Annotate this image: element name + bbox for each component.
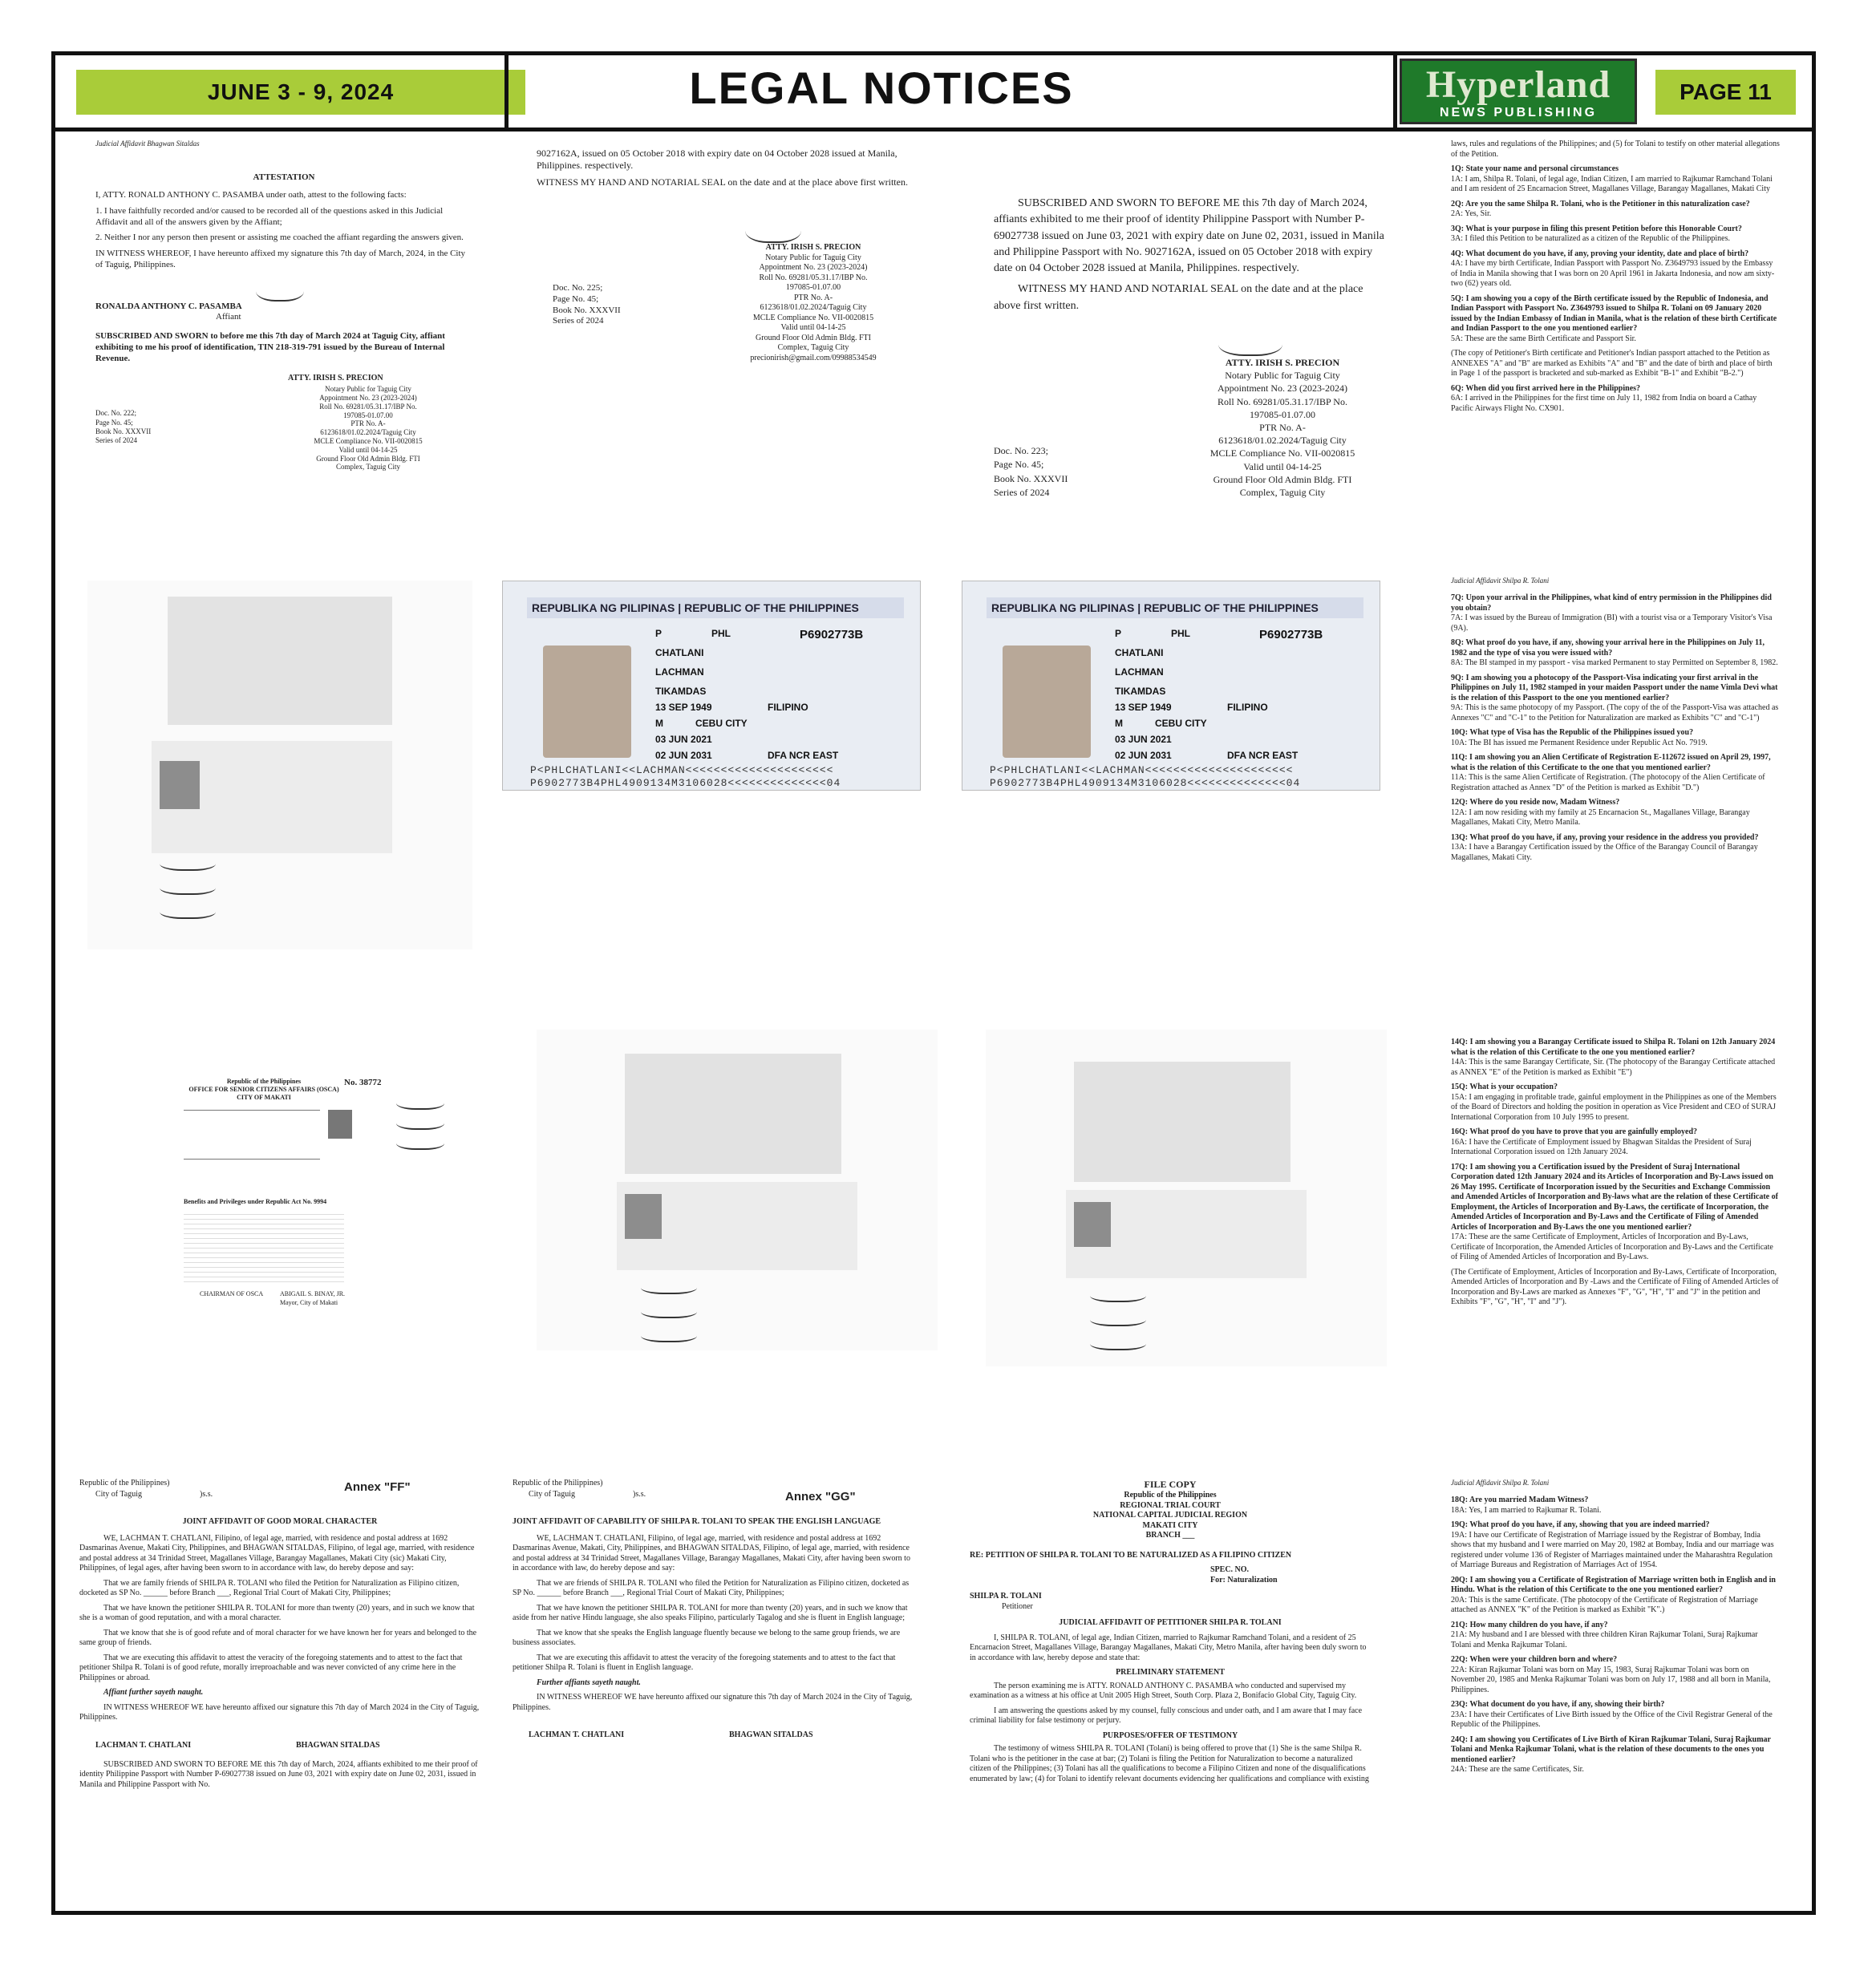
section-heading: PRELIMINARY STATEMENT bbox=[1116, 1668, 1225, 1677]
answer: 3A: I filed this Petition to be naturalized as a citizen of the Republic of the Philippines. bbox=[1451, 234, 1730, 243]
doc-line: Series of 2024 bbox=[553, 316, 604, 326]
answer: 20A: This is the same Certificate. (The photocopy of the Certificate of Registration of Marriage attached as ANNEX "K" of the Petition is marked as Exhibit "K".) bbox=[1451, 1595, 1758, 1615]
passport-mrz-line-2: P6902773B4PHL4909134M3106028<<<<<<<<<<<<<<04 bbox=[530, 777, 841, 789]
signatory-name: RONALDA ANTHONY C. PASAMBA bbox=[95, 301, 242, 311]
signature bbox=[745, 212, 801, 243]
annex-label: Annex "GG" bbox=[785, 1490, 856, 1504]
doc-line: Series of 2024 bbox=[994, 487, 1050, 499]
notary-line: 6123618/01.02.2024/Taguig City bbox=[1218, 435, 1347, 447]
signature bbox=[160, 853, 216, 871]
venue-line: )s.s. bbox=[633, 1490, 646, 1499]
signature bbox=[1090, 1310, 1146, 1326]
id-footer: Mayor, City of Makati bbox=[280, 1299, 338, 1306]
question: 7Q: Upon your arrival in the Philippines, what kind of entry permission in the Philippines did you obtain? bbox=[1451, 593, 1772, 613]
question: 3Q: What is your purpose in filing this present Petition before this Honorable Court? bbox=[1451, 224, 1742, 233]
answer: 1A: I am, Shilpa R. Tolani, of legal age, Indian Citizen, I am married to Rajkumar Ramchand Tolani and I am resident of 25 Encarnacion Street, Magallanes Village, Barangay Magallanes, Makati City bbox=[1451, 174, 1773, 193]
passport-issued: 03 JUN 2021 bbox=[1115, 734, 1172, 745]
signature bbox=[1090, 1334, 1146, 1350]
question: 5Q: I am showing you a copy of the Birth certificate issued by the Republic of Indonesia, and Indian Passport with Passport No. Z3649793 issued to Shilpa R. Tolani on 09 January 2020 issued by the Indian Embassy of Indian in Manila, what is the relation of these birth Certificate and Indian Passport to the one you mentioned earlier? bbox=[1451, 293, 1777, 333]
court-line: BRANCH ___ bbox=[1145, 1531, 1195, 1540]
paragraph: I am answering the questions asked by my counsel, fully conscious and under oath, and I am aware that I may face criminal liability for false testimony or perjury. bbox=[970, 1706, 1363, 1725]
paragraph: Affiant further sayeth naught. bbox=[103, 1688, 204, 1697]
notary-details bbox=[1178, 356, 1387, 499]
passport-given-name: LACHMAN bbox=[655, 666, 704, 678]
running-head: Judicial Affidavit Shilpa R. Tolani bbox=[1451, 1479, 1550, 1487]
question: 24Q: I am showing you Certificates of Live Birth of Kiran Rajkumar Tolani, Suraj Rajkumar Tolani and Menka Rajkumar Tolani, what is the relation of these documents to the ones you mentioned earlier? bbox=[1451, 1734, 1771, 1764]
question: 6Q: When did you first arrived here in the Philippines? bbox=[1451, 383, 1641, 393]
answer: 11A: This is the same Alien Certificate of Registration. (The photocopy of the Alien Certificate of Registration attached as Annex "D" of the Petition is marked as Exhibit "D.") bbox=[1451, 773, 1765, 792]
notary-line: MCLE Compliance No. VII-0020815 bbox=[314, 437, 423, 446]
case-number: SPEC. NO. bbox=[1210, 1565, 1250, 1574]
notary-line: Valid until 04-14-25 bbox=[780, 323, 846, 332]
passport-sex: M bbox=[1115, 718, 1123, 729]
running-head: Judicial Affidavit Bhagwan Sitaldas bbox=[95, 140, 200, 148]
notary-line: PTR No. A- bbox=[350, 419, 386, 428]
paragraph: SUBSCRIBED AND SWORN TO BEFORE ME this 7th day of March, 2024, affiants exhibited to me their proof of identity Philippine Passport with Number P-69027738 issued on June 03, 2021 with expiry date on June 02, 2031, issued in Manila and Philippine Passport with No. bbox=[79, 1759, 478, 1789]
notary-line: Roll No. 69281/05.31.17/IBP No. bbox=[759, 273, 868, 282]
court-line: NATIONAL CAPITAL JUDICIAL REGION bbox=[1092, 1511, 1248, 1520]
passport-mrz-line-1: P<PHLCHATLANI<<LACHMAN<<<<<<<<<<<<<<<<<<<<< bbox=[990, 764, 1294, 776]
paragraph: That we are executing this affidavit to attest the veracity of the foregoing statements and to attest to the fact that petitioner Shilpa R. Tolani is of good refute, morally irreproachable and was never convicted of any crime here in the Philippines or abroad. bbox=[79, 1653, 463, 1682]
passport-type: P bbox=[1115, 628, 1122, 639]
notary-line: MCLE Compliance No. VII-0020815 bbox=[752, 313, 874, 322]
paragraph: WITNESS MY HAND AND NOTARIAL SEAL on the date and at the place above first written. bbox=[537, 176, 908, 188]
passport-pob: CEBU CITY bbox=[695, 718, 748, 729]
passport-sex: M bbox=[655, 718, 663, 729]
answer: 12A: I am now residing with my family at 25 Encarnacion St., Magallanes Village, Barangay Magallanes, Makati City, Metro Manila. bbox=[1451, 807, 1750, 828]
signatory-name: BHAGWAN SITALDAS bbox=[729, 1730, 813, 1739]
answer: 16A: I have the Certificate of Employment issued by Bhagwan Sitaldas the President of Suraj International Corporation issued on 12th January 2024. bbox=[1451, 1137, 1752, 1156]
answer: 19A: I have our Certificate of Registration of Marriage issued by the Registrar of Bombay, India shows that my husband and I were married on May 20, 1982 at Bombay, India and our marriage was registered under volume 136 of Register of Marriages maintained under the Maharashtra Regulation of Marriage Bureaus and Registration of Marriages Act of 1954. bbox=[1451, 1530, 1774, 1570]
question: 2Q: Are you the same Shilpa R. Tolani, who is the Petitioner in this naturalization case? bbox=[1451, 199, 1750, 208]
signature bbox=[160, 877, 216, 895]
id-footer: CHAIRMAN OF OSCA bbox=[200, 1290, 264, 1297]
passport-given-name: LACHMAN bbox=[1115, 666, 1164, 678]
question: 11Q: I am showing you an Alien Certificate of Registration E-112672 issued on April 29, 1997, what is the relation of this Certificate to the one that you mentioned earlier? bbox=[1451, 753, 1771, 772]
answer: 8A: The BI stamped in my passport - visa marked Permanent to stay Permitted on September 8, 1982. bbox=[1451, 658, 1778, 668]
answer: 18A: Yes, I am married to Rajkumar R. Tolani. bbox=[1451, 1505, 1602, 1515]
notary-line: 197085-01.07.00 bbox=[1250, 408, 1315, 420]
venue-line: )s.s. bbox=[200, 1490, 213, 1499]
paragraph: The person examining me is ATTY. RONALD ANTHONY C. PASAMBA who conducted and supervised my examination as a witness at his office at Unit 2005 High Street, South Corp. Plaza 2, Bonifacio Global City, Taguig City. bbox=[970, 1681, 1357, 1700]
notary-line: Ground Floor Old Admin Bldg. FTI bbox=[756, 333, 871, 342]
signature bbox=[641, 1302, 697, 1318]
passport-dob: 13 SEP 1949 bbox=[1115, 702, 1172, 713]
paragraph: Further affiants sayeth naught. bbox=[537, 1678, 641, 1687]
court-line: REGIONAL TRIAL COURT bbox=[1120, 1500, 1221, 1510]
doc-line: Page No. 45; bbox=[994, 459, 1044, 471]
paragraph: The testimony of witness SHILPA R. TOLANI (Tolani) is being offered to prove that (1) She is the same Shilpa R. Tolani who is the petitioner in the case at bar; (2) Tolani is filing the Petition for Naturalization to become a naturalized citizen of the Philippines; (3) Tolani has all the qualifications to become a Filipino Citizen and none of the disqualifications enumerated by law; (4) for Tolani to identify relevant documents evidencing her qualifications and compliance with existing bbox=[970, 1744, 1369, 1783]
passport-surname: CHATLANI bbox=[1115, 647, 1164, 658]
question: 14Q: I am showing you a Barangay Certificate issued to Shilpa R. Tolani on 12th January 2024 what is the relation of this Certificate to the one you mentioned earlier? bbox=[1451, 1038, 1776, 1057]
paragraph: That we are executing this affidavit to attest the veracity of the foregoing statements and to attest to the fact that petitioner Shilpa R. Tolani is fluent in English language. bbox=[513, 1653, 896, 1672]
question: 18Q: Are you married Madam Witness? bbox=[1451, 1495, 1589, 1505]
notary-line: Ground Floor Old Admin Bldg. FTI bbox=[316, 454, 420, 463]
doc-line: Page No. 45; bbox=[553, 293, 599, 304]
passport-stamp-scan-copy bbox=[986, 1030, 1387, 1366]
passport-expiry: 02 JUN 2031 bbox=[655, 750, 712, 761]
paragraph: That we know that she speaks the English language fluently because we belong to the same group friends, we are business associates. bbox=[513, 1628, 901, 1647]
affidavit-qa-page-4 bbox=[1451, 1479, 1780, 1896]
notary-line: Appointment No. 23 (2023-2024) bbox=[759, 263, 868, 272]
doc-line: Series of 2024 bbox=[95, 436, 137, 444]
notary-line: 6123618/01.02.2024/Taguig City bbox=[320, 428, 416, 437]
passport-stamp-area bbox=[625, 1054, 841, 1174]
passport-stamp-scan bbox=[537, 1030, 938, 1350]
passport-nationality: FILIPINO bbox=[1227, 702, 1268, 713]
passport-authority: DFA NCR EAST bbox=[1227, 750, 1299, 761]
passport-expiry: 02 JUN 2031 bbox=[1115, 750, 1172, 761]
answer: 22A: Kiran Rajkumar Tolani was born on May 15, 1983, Suraj Rajkumar Tolani was born on November 20, 1985 and Menka Rajkumar Tolani was born on July 17, 1988 and all born in Manila, Philippines. bbox=[1451, 1665, 1771, 1694]
question: 1Q: State your name and personal circumstances bbox=[1451, 164, 1619, 173]
joint-affidavit-english-capability bbox=[513, 1479, 914, 1896]
passport-number: P6902773B bbox=[800, 628, 864, 642]
answer: 15A: I am engaging in profitable trade, gainful employment in the Philippines as one of the Members of the Board of Directors and holding the position in operation as Vice President and CEO of SURAJ International Corporation from 10 July 1995 to present. bbox=[1451, 1092, 1777, 1122]
signature bbox=[396, 1134, 444, 1150]
question: 12Q: Where do you reside now, Madam Witness? bbox=[1451, 798, 1620, 807]
question: 21Q: How many children do you have, if any? bbox=[1451, 1620, 1608, 1629]
court-line: Republic of the Philippines bbox=[1124, 1491, 1217, 1500]
signature bbox=[641, 1326, 697, 1342]
paragraph: That we have known the petitioner SHILPA R. TOLANI for more than twenty (20) years, and in such we know that she is a woman of good reputation, and with a moral character. bbox=[79, 1603, 475, 1622]
paragraph: SUBSCRIBED AND SWORN to before me this 7th day of March 2024 at Taguig City, affiant exhibiting to me his proof of identification, TIN 218-319-791 issued by the Bureau of Internal Revenue. bbox=[95, 331, 445, 363]
doc-heading: JUDICIAL AFFIDAVIT OF PETITIONER SHILPA R. TOLANI bbox=[1059, 1618, 1282, 1627]
id-line: CITY OF MAKATI bbox=[237, 1094, 291, 1101]
paragraph: That we have known the petitioner SHILPA R. TOLANI for more than twenty (20) years, and in such we know that aside from her native Hindu language, she also speaks Filipino, particularly Tagalog and she is fluent in English language; bbox=[513, 1603, 908, 1622]
notary-line: Complex, Taguig City bbox=[336, 463, 400, 472]
answer: 10A: The BI has issued me Permanent Residence under Republic Act No. 7919. bbox=[1451, 738, 1708, 747]
question: 15Q: What is your occupation? bbox=[1451, 1083, 1558, 1091]
signature bbox=[396, 1094, 444, 1110]
passport-pob: CEBU CITY bbox=[1155, 718, 1207, 729]
paragraph: laws, rules and regulations of the Philippines; and (5) for Tolani to testify on other material allegations of the Petition. bbox=[1451, 140, 1780, 159]
doc-line: Doc. No. 223; bbox=[994, 445, 1048, 457]
passport-middle-name: TIKAMDAS bbox=[655, 686, 707, 697]
notary-line: precionirish@gmail.com/09988534549 bbox=[750, 353, 877, 362]
notary-details bbox=[713, 243, 914, 363]
doc-line: Book No. XXXVII bbox=[994, 472, 1068, 484]
notary-line: Roll No. 69281/05.31.17/IBP No. bbox=[319, 402, 417, 411]
question: 8Q: What proof do you have, if any, showing your arrival here in the Philippines on July 11, 1982 and the type of visa you were issued with? bbox=[1451, 638, 1765, 658]
running-head: Judicial Affidavit Shilpa R. Tolani bbox=[1451, 577, 1550, 585]
notary-line: Complex, Taguig City bbox=[1239, 486, 1326, 498]
question: 22Q: When were your children born and where? bbox=[1451, 1655, 1618, 1665]
notary-line: MCLE Compliance No. VII-0020815 bbox=[1209, 447, 1355, 459]
venue-line: Republic of the Philippines) bbox=[513, 1479, 603, 1487]
notary-page bbox=[537, 148, 922, 452]
answer: 21A: My husband and I are blessed with three children Kiran Rajkumar Tolani, Suraj Rajkumar Tolani and Menka Rajkumar Tolani. bbox=[1451, 1630, 1758, 1649]
paragraph: 1. I have faithfully recorded and/or caused to be recorded all of the questions asked in this Judicial Affidavit and all of the answers given by the Affiant; bbox=[95, 205, 444, 227]
answer: 14A: This is the same Barangay Certificate, Sir. (The photocopy of the Barangay Certificate attached as ANNEX "E" of the Petition is marked as Exhibit "E") bbox=[1451, 1058, 1776, 1077]
annex-label: Annex "FF" bbox=[344, 1480, 411, 1494]
notary-line: Appointment No. 23 (2023-2024) bbox=[319, 394, 417, 403]
paragraph: WITNESS MY HAND AND NOTARIAL SEAL on the date and at the place above first written. bbox=[994, 283, 1363, 312]
issue-date: JUNE 3 - 9, 2024 bbox=[76, 70, 525, 115]
notary-name: ATTY. IRISH S. PRECION bbox=[1225, 357, 1340, 369]
doc-heading: JOINT AFFIDAVIT OF GOOD MORAL CHARACTER bbox=[182, 1517, 378, 1526]
signature bbox=[396, 1114, 444, 1130]
passport-photocopy-scan bbox=[87, 581, 472, 949]
notary-name: ATTY. IRISH S. PRECION bbox=[288, 374, 383, 383]
paragraph: 2. Neither I nor any person then present or assisting me coached the affiant regarding the answers given. bbox=[95, 233, 464, 243]
section-heading: PURPOSES/OFFER OF TESTIMONY bbox=[1102, 1730, 1238, 1740]
section-title: LEGAL NOTICES bbox=[689, 63, 1074, 113]
paragraph: That we are family friends of SHILPA R. TOLANI who filed the Petition for Naturalization as Filipino citizen, docketed as SP No. ______ before Branch ___, Regional Trial Court of Makati City, Philippines; bbox=[79, 1578, 460, 1597]
passport-mrz-line-2: P6902773B4PHL4909134M3106028<<<<<<<<<<<<<<04 bbox=[990, 777, 1301, 789]
answer: 5A: These are the same Birth Certificate and Passport Sir. bbox=[1451, 334, 1636, 343]
holder-photo bbox=[543, 646, 631, 758]
passport-surname: CHATLANI bbox=[655, 647, 704, 658]
notary-line: Notary Public for Taguig City bbox=[1225, 370, 1340, 382]
affidavit-qa-page-1 bbox=[1451, 140, 1780, 557]
exhibit-note: (The copy of Petitioner's Birth certificate and Petitioner's Indian passport attached to the Petition as ANNEXES "A" and "B" are marked as Exhibits "A" and "B" and the date of birth and place of birth in Page 1 of the passport is bracketed and sub-marked as Exhibit "B-1" and Exhibit "B-2.") bbox=[1451, 349, 1773, 378]
question: 13Q: What proof do you have, if any, proving your residence in the address you provided? bbox=[1451, 832, 1759, 842]
paragraph: IN WITNESS WHEREOF WE have hereunto affixed our signature this 7th day of March 2024 in the City of Taguig, Philippines. bbox=[79, 1702, 480, 1722]
notary-line: PTR No. A- bbox=[1259, 422, 1306, 434]
signatory-name: LACHMAN T. CHATLANI bbox=[95, 1740, 192, 1750]
question: 19Q: What proof do you have, if any, showing that you are indeed married? bbox=[1451, 1520, 1710, 1530]
exhibit-note: (The Certificate of Employment, Articles of Incorporation and By-Laws, Certificate of Incorporation, Amended Articles of Incorporation and By -Laws and the Certificate of Filing of Amended Articles of Incorporation and By-Laws are marked as Annexes "F", "G", "H", "I" and "J" in the petition and Exhibits "F", "G", "H", "I" and "J"). bbox=[1451, 1267, 1779, 1306]
id-photo bbox=[328, 1110, 352, 1139]
passport-header: REPUBLIKA NG PILIPINAS | REPUBLIC OF THE PHILIPPINES bbox=[987, 597, 1363, 618]
id-fields bbox=[184, 1110, 320, 1160]
page-number: PAGE 11 bbox=[1655, 70, 1796, 115]
id-benefits-list bbox=[184, 1210, 344, 1282]
notary-line: Complex, Taguig City bbox=[777, 343, 849, 352]
passport-issued: 03 JUN 2021 bbox=[655, 734, 712, 745]
venue-line: Republic of the Philippines) bbox=[79, 1479, 170, 1487]
signatory-name: LACHMAN T. CHATLANI bbox=[529, 1730, 625, 1739]
holder-photo bbox=[160, 761, 200, 809]
sworn-statement-page bbox=[994, 196, 1387, 581]
passport-code: PHL bbox=[1171, 628, 1190, 639]
passport-number: P6902773B bbox=[1259, 628, 1323, 642]
joint-affidavit-good-moral-character bbox=[79, 1479, 480, 1904]
question: 16Q: What proof do you have to prove that you are gainfully employed? bbox=[1451, 1127, 1698, 1136]
question: 20Q: I am showing you a Certificate of Registration of Marriage written both in English and in Hindu. What is the relation of this Certificate to the one you mentioned earlier? bbox=[1451, 1575, 1776, 1595]
passport-data-page-copy bbox=[962, 581, 1380, 791]
venue-line: City of Taguig bbox=[95, 1490, 143, 1499]
logo-subtitle: NEWS PUBLISHING bbox=[1439, 106, 1598, 119]
signature bbox=[256, 276, 304, 302]
id-line: Republic of the Philippines bbox=[226, 1078, 302, 1085]
doc-reference bbox=[994, 444, 1068, 500]
id-footer: ABIGAIL S. BINAY, JR. bbox=[280, 1290, 346, 1297]
signatory-name: BHAGWAN SITALDAS bbox=[296, 1740, 380, 1750]
doc-heading: JOINT AFFIDAVIT OF CAPABILITY OF SHILPA R. TOLANI TO SPEAK THE ENGLISH LANGUAGE bbox=[513, 1517, 881, 1526]
notary-name: ATTY. IRISH S. PRECION bbox=[765, 243, 861, 252]
question: 10Q: What type of Visa has the Republic of the Philippines issued you? bbox=[1451, 728, 1694, 738]
notary-line: Valid until 04-14-25 bbox=[338, 445, 398, 454]
passport-middle-name: TIKAMDAS bbox=[1115, 686, 1166, 697]
answer: 13A: I have a Barangay Certification issued by the Office of the Barangay Council of Barangay Magallanes, Makati City. bbox=[1451, 843, 1758, 862]
venue-line: City of Taguig bbox=[529, 1490, 576, 1499]
passport-data-page bbox=[502, 581, 921, 791]
answer: 4A: I have my birth Certificate, Indian Passport with Passport No. Z3649793 issued by the Embassy of India in Manila showing that I was born on 20 April 1961 in Jakarta Indonesia, and now am sixty-two (62) years old. bbox=[1451, 259, 1775, 288]
paragraph: WE, LACHMAN T. CHATLANI, Filipino, of legal age, married, with residence and postal address at 1692 Dasmarinas Avenue, Makati, City, Philippines, and BHAGWAN SITALDAS, Filipino, of legal age, married, with residence and postal address at 34 Trinidad Street, Magallanes Village, Barangay Magallanes, Makati City, after having been sworn to in accordance with law, do hereby depose and say: bbox=[513, 1533, 910, 1572]
passport-stamp-area bbox=[168, 597, 392, 725]
paragraph: IN WITNESS WHEREOF WE have hereunto affixed our signature this 7th day of March 2024 in the City of Taguig, Philippines. bbox=[513, 1693, 913, 1712]
passport-nationality: FILIPINO bbox=[768, 702, 808, 713]
holder-photo bbox=[1003, 646, 1091, 758]
senior-citizen-id-scan bbox=[184, 1078, 472, 1342]
notary-line: Roll No. 69281/05.31.17/IBP No. bbox=[1218, 395, 1347, 407]
id-line: OFFICE FOR SENIOR CITIZENS AFFAIRS (OSCA) bbox=[188, 1086, 339, 1093]
question: 9Q: I am showing you a photocopy of the Passport-Visa indicating your first arrival in the Philippines on July 11, 1982 stamped in your maiden Passport under the name Vimla Devi what is the relation of this Passport to the one you mentioned earlier? bbox=[1451, 673, 1778, 702]
notary-line: Valid until 04-14-25 bbox=[1243, 460, 1322, 472]
doc-reference bbox=[95, 409, 151, 445]
paragraph: 9027162A, issued on 05 October 2018 with expiry date on 04 October 2028 issued at Manila, Philippines. respectively. bbox=[537, 148, 897, 171]
signature bbox=[1218, 327, 1282, 356]
question: 4Q: What document do you have, if any, proving your identity, date and place of birth? bbox=[1451, 249, 1749, 258]
signature bbox=[160, 901, 216, 919]
id-number: No. 38772 bbox=[344, 1078, 382, 1087]
answer: 24A: These are the same Certificates, Sir. bbox=[1451, 1765, 1584, 1775]
doc-reference bbox=[553, 283, 621, 327]
answer: 9A: This is the same photocopy of my Passport. (The copy of the of the Passport-Visa was attached as Annexes "C" and "C-1" to the Petition for Naturalization are marked as Exhibits "C" and "C-1") bbox=[1451, 703, 1779, 722]
question: 17Q: I am showing you a Certification issued by the President of Suraj International Corporation dated 12th January 2024 and its Articles of Incorporation and By-Laws issued on 26 May 1995. Certificate of Incorporation issued by the Securities and Exchange Commission and Amended Articles of Incorporation and By-laws what are the relation of these Certificate of Employment, the Articles of Incorporation and By-Laws, the certificate of Incorporation, the Amended Articles of Incorporation and By-Laws and the Certificate of Filing of Amended Articles of Incorporation and By-Laws the one you mentioned earlier? bbox=[1451, 1162, 1778, 1232]
id-benefits-title: Benefits and Privileges under Republic Act No. 9994 bbox=[184, 1198, 327, 1205]
passport-authority: DFA NCR EAST bbox=[768, 750, 839, 761]
answer: 23A: I have their Certificates of Live Birth issued by the Office of the Civil Registrar General of the Republic of the Philippines. bbox=[1451, 1710, 1773, 1730]
signature bbox=[1090, 1286, 1146, 1302]
notices-grid bbox=[55, 132, 1812, 1911]
case-caption: RE: PETITION OF SHILPA R. TOLANI TO BE NATURALIZED AS A FILIPINO CITIZEN bbox=[970, 1550, 1292, 1560]
answer: 6A: I arrived in the Philippines for the first time on July 11, 1982 from India on board a Cathay Pacific Airways Flight No. CX901. bbox=[1451, 394, 1757, 413]
notary-line: 197085-01.07.00 bbox=[785, 283, 841, 292]
doc-heading: ATTESTATION bbox=[253, 172, 315, 183]
notary-line: 6123618/01.02.2024/Taguig City bbox=[760, 303, 867, 312]
court-line: MAKATI CITY bbox=[1142, 1520, 1198, 1530]
passport-mrz-line-1: P<PHLCHATLANI<<LACHMAN<<<<<<<<<<<<<<<<<<<<< bbox=[530, 764, 834, 776]
case-nature: For: Naturalization bbox=[1210, 1575, 1278, 1585]
file-copy-stamp: FILE COPY bbox=[1144, 1479, 1197, 1490]
answer: 2A: Yes, Sir. bbox=[1451, 209, 1492, 218]
notary-line: Notary Public for Taguig City bbox=[325, 385, 411, 394]
passport-type: P bbox=[655, 628, 662, 639]
passport-dob: 13 SEP 1949 bbox=[655, 702, 712, 713]
notary-line: PTR No. A- bbox=[793, 293, 833, 302]
paragraph: WE, LACHMAN T. CHATLANI, Filipino, of legal age, married, with residence and postal address at 1692 Dasmarinas Avenue, Makati City, Philippines, and BHAGWAN SITALDAS, Filipino, of legal age, married, with residence and postal address at 34 Trinidad Street, Magallanes Village, Barangay Magallanes, Makati City (sic) Makati City, Philippines, of legal ages, after having been sworn to in accordance with law, do hereby depose and say: bbox=[79, 1533, 475, 1572]
signature bbox=[641, 1278, 697, 1294]
holder-photo bbox=[1074, 1202, 1111, 1247]
holder-photo bbox=[625, 1194, 662, 1239]
notary-details bbox=[288, 385, 448, 472]
affidavit-qa-page-3 bbox=[1451, 1038, 1780, 1423]
notary-line: 197085-01.07.00 bbox=[343, 411, 393, 419]
paragraph: IN WITNESS WHEREOF, I have hereunto affixed my signature this 7th day of March, 2024, in the City of Taguig, Philippines. bbox=[95, 249, 466, 269]
paragraph: That we are friends of SHILPA R. TOLANI who filed the Petition for Naturalization as Filipino citizen, docketed as SP No. ______ before Branch ___, Regional Trial Court of Makati City, Philippines; bbox=[513, 1578, 910, 1597]
petitioner-name: SHILPA R. TOLANI bbox=[970, 1592, 1042, 1601]
judicial-affidavit-petitioner bbox=[970, 1479, 1371, 1904]
affidavit-qa-page-2 bbox=[1451, 577, 1780, 986]
notary-line: Appointment No. 23 (2023-2024) bbox=[1218, 382, 1347, 395]
notary-line: Ground Floor Old Admin Bldg. FTI bbox=[1213, 473, 1352, 485]
answer: 7A: I was issued by the Bureau of Immigration (BI) with a tourist visa or a Temporary Visitor's Visa (9A). bbox=[1451, 613, 1773, 633]
passport-header: REPUBLIKA NG PILIPINAS | REPUBLIC OF THE PHILIPPINES bbox=[527, 597, 904, 618]
petitioner-role: Petitioner bbox=[1002, 1601, 1033, 1611]
paragraph: SUBSCRIBED AND SWORN TO BEFORE ME this 7th day of March 2024, affiants exhibited to me their proof of identity Philippine Passport with Number P-69027738 issued on June 03, 2021 with expiry date on June 02, 2031, issued in Manila and Philippine Passport with No. 9027162A, issued on 05 October 2018 with expiry date on 04 October 2028 issued at Manila, Philippines. respectively. bbox=[994, 197, 1384, 275]
question: 23Q: What document do you have, if any, showing their birth? bbox=[1451, 1700, 1665, 1710]
doc-line: Doc. No. 222; bbox=[95, 409, 136, 418]
paragraph: That we know that she is of good refute and of moral character for we have known her for years and belonged to the same group of friends. bbox=[79, 1628, 477, 1647]
notary-line: Notary Public for Taguig City bbox=[765, 253, 861, 262]
paragraph: I, SHILPA R. TOLANI, of legal age, Indian Citizen, married to Rajkumar Ramchand Tolani, and a resident of 25 Encarnacion Street, Magallanes Village, Barangay Magallanes, Makati City, Metro Manila, after having been duly sworn to in accordance with law, hereby depose and state that: bbox=[970, 1633, 1367, 1662]
doc-line: Doc. No. 225; bbox=[553, 283, 603, 293]
answer: 17A: These are the same Certificate of Employment, Articles of Incorporation and By-Laws, Certificate of Incorporation, the Amended Articles of Incorporation and By-Laws and the Certificate of Filing of Amended Articles of Incorporation and By-Laws. bbox=[1451, 1232, 1773, 1261]
doc-line: Book No. XXXVII bbox=[553, 305, 621, 315]
logo-wordmark: Hyperland bbox=[1425, 63, 1611, 106]
doc-line: Book No. XXXVII bbox=[95, 427, 152, 435]
signatory-role: Affiant bbox=[216, 312, 241, 322]
paragraph: I, ATTY. RONALD ANTHONY C. PASAMBA under oath, attest to the following facts: bbox=[95, 190, 407, 200]
attestation-page bbox=[95, 140, 472, 484]
doc-line: Page No. 45; bbox=[95, 418, 133, 427]
passport-code: PHL bbox=[711, 628, 731, 639]
passport-stamp-area bbox=[1074, 1062, 1291, 1182]
